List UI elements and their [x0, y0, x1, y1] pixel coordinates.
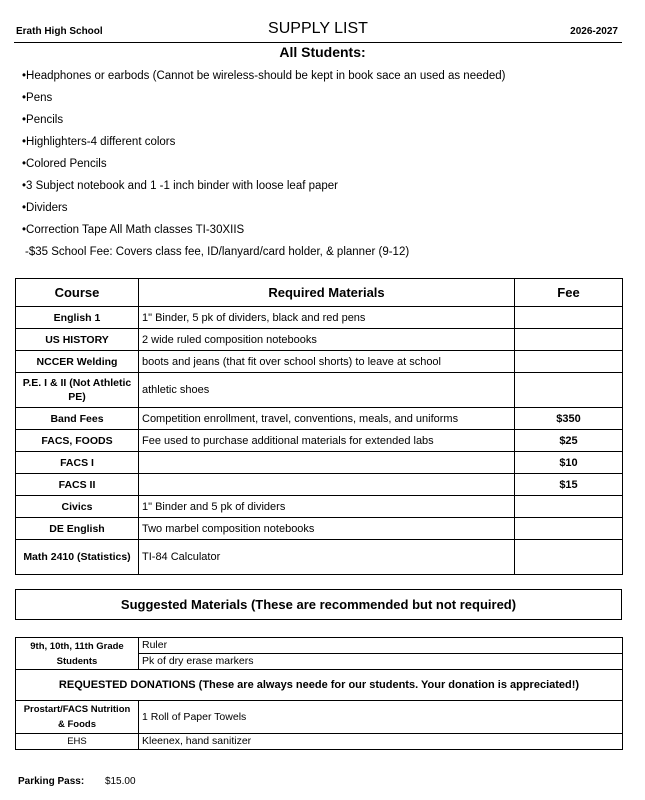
materials-cell: Two marbel composition notebooks: [139, 518, 515, 540]
table-row: [16, 351, 623, 373]
parking-pass: [18, 776, 136, 787]
fee-cell: [515, 540, 623, 575]
table-row: [16, 474, 623, 496]
table-row: [16, 496, 623, 518]
list-item: •Correction Tape All Math classes TI-30XIIS: [22, 224, 245, 236]
fee-cell: [515, 329, 623, 351]
table-row: [16, 430, 623, 452]
fee-cell: $15: [515, 474, 623, 496]
list-item: •3 Subject notebook and 1 -1 inch binder with loose leaf paper: [22, 180, 339, 192]
course-cell: FACS II: [16, 474, 139, 496]
fee-cell: $10: [515, 452, 623, 474]
page-header: [14, 20, 622, 43]
column-header-materials: Required Materials: [139, 279, 515, 307]
list-item: •Pens: [22, 92, 53, 104]
list-item: •Dividers: [22, 202, 68, 214]
school-year: 2026-2027: [570, 26, 618, 37]
fee-cell: [515, 307, 623, 329]
course-cell: Math 2410 (Statistics): [16, 540, 139, 575]
section-heading: All Students:: [279, 44, 366, 60]
parking-pass-value: $15.00: [104, 776, 136, 787]
fee-cell: $25: [515, 430, 623, 452]
course-cell: DE English: [16, 518, 139, 540]
materials-cell: Competition enrollment, travel, conventions, meals, and uniforms: [139, 408, 515, 430]
course-cell: FACS, FOODS: [16, 430, 139, 452]
table-row: [16, 373, 623, 408]
fee-cell: [515, 518, 623, 540]
parking-pass-label: Parking Pass:: [18, 776, 85, 787]
list-item: •Pencils: [22, 114, 64, 126]
course-cell: P.E. I & II (Not Athletic PE): [16, 373, 139, 408]
table-header-row: [16, 279, 623, 307]
table-row: [16, 452, 623, 474]
table-row: [16, 701, 623, 734]
table-row: [16, 638, 623, 654]
materials-cell: 1" Binder, 5 pk of dividers, black and red pens: [139, 307, 515, 329]
column-header-fee: Fee: [515, 279, 623, 307]
page-title: SUPPLY LIST: [268, 20, 368, 37]
donation-item: Kleenex, hand sanitizer: [139, 734, 623, 750]
table-row: [16, 408, 623, 430]
list-item: •Highlighters-4 different colors: [22, 136, 176, 148]
column-header-course: Course: [16, 279, 139, 307]
suggested-materials-table: [15, 637, 623, 750]
fee-cell: $350: [515, 408, 623, 430]
table-row: [16, 329, 623, 351]
supply-list: [22, 66, 506, 242]
list-item: •Colored Pencils: [22, 158, 107, 170]
list-item: •Headphones or earbods (Cannot be wireless-should be kept in book sace an used as needed): [22, 70, 506, 82]
ehs-label: EHS: [16, 734, 139, 750]
donations-heading: REQUESTED DONATIONS (These are always neede for our students. Your donation is appreciated!): [16, 670, 623, 701]
course-cell: FACS I: [16, 452, 139, 474]
course-cell: Civics: [16, 496, 139, 518]
course-cell: Band Fees: [16, 408, 139, 430]
course-materials-table: [15, 278, 623, 575]
grade-label: 9th, 10th, 11th Grade Students: [16, 638, 139, 670]
school-fee-note: -$35 School Fee: Covers class fee, ID/lanyard/card holder, & planner (9-12): [25, 246, 410, 258]
materials-cell: [139, 474, 515, 496]
materials-cell: athletic shoes: [139, 373, 515, 408]
materials-cell: boots and jeans (that fit over school shorts) to leave at school: [139, 351, 515, 373]
materials-cell: Fee used to purchase additional materials for extended labs: [139, 430, 515, 452]
suggested-item: Ruler: [139, 638, 623, 654]
materials-cell: 2 wide ruled composition notebooks: [139, 329, 515, 351]
table-row: [16, 307, 623, 329]
fee-cell: [515, 496, 623, 518]
fee-cell: [515, 373, 623, 408]
materials-cell: TI-84 Calculator: [139, 540, 515, 575]
donation-item: 1 Roll of Paper Towels: [139, 701, 623, 734]
materials-cell: [139, 452, 515, 474]
materials-cell: 1" Binder and 5 pk of dividers: [139, 496, 515, 518]
table-row: [16, 670, 623, 701]
prostart-label: Prostart/FACS Nutrition & Foods: [16, 701, 139, 734]
course-cell: NCCER Welding: [16, 351, 139, 373]
suggested-item: Pk of dry erase markers: [139, 654, 623, 670]
course-cell: US HISTORY: [16, 329, 139, 351]
table-row: [16, 518, 623, 540]
table-row: [16, 734, 623, 750]
suggested-materials-heading: Suggested Materials (These are recommended but not required): [15, 589, 622, 620]
fee-cell: [515, 351, 623, 373]
table-row: [16, 540, 623, 575]
course-cell: English 1: [16, 307, 139, 329]
school-name: Erath High School: [16, 26, 103, 37]
